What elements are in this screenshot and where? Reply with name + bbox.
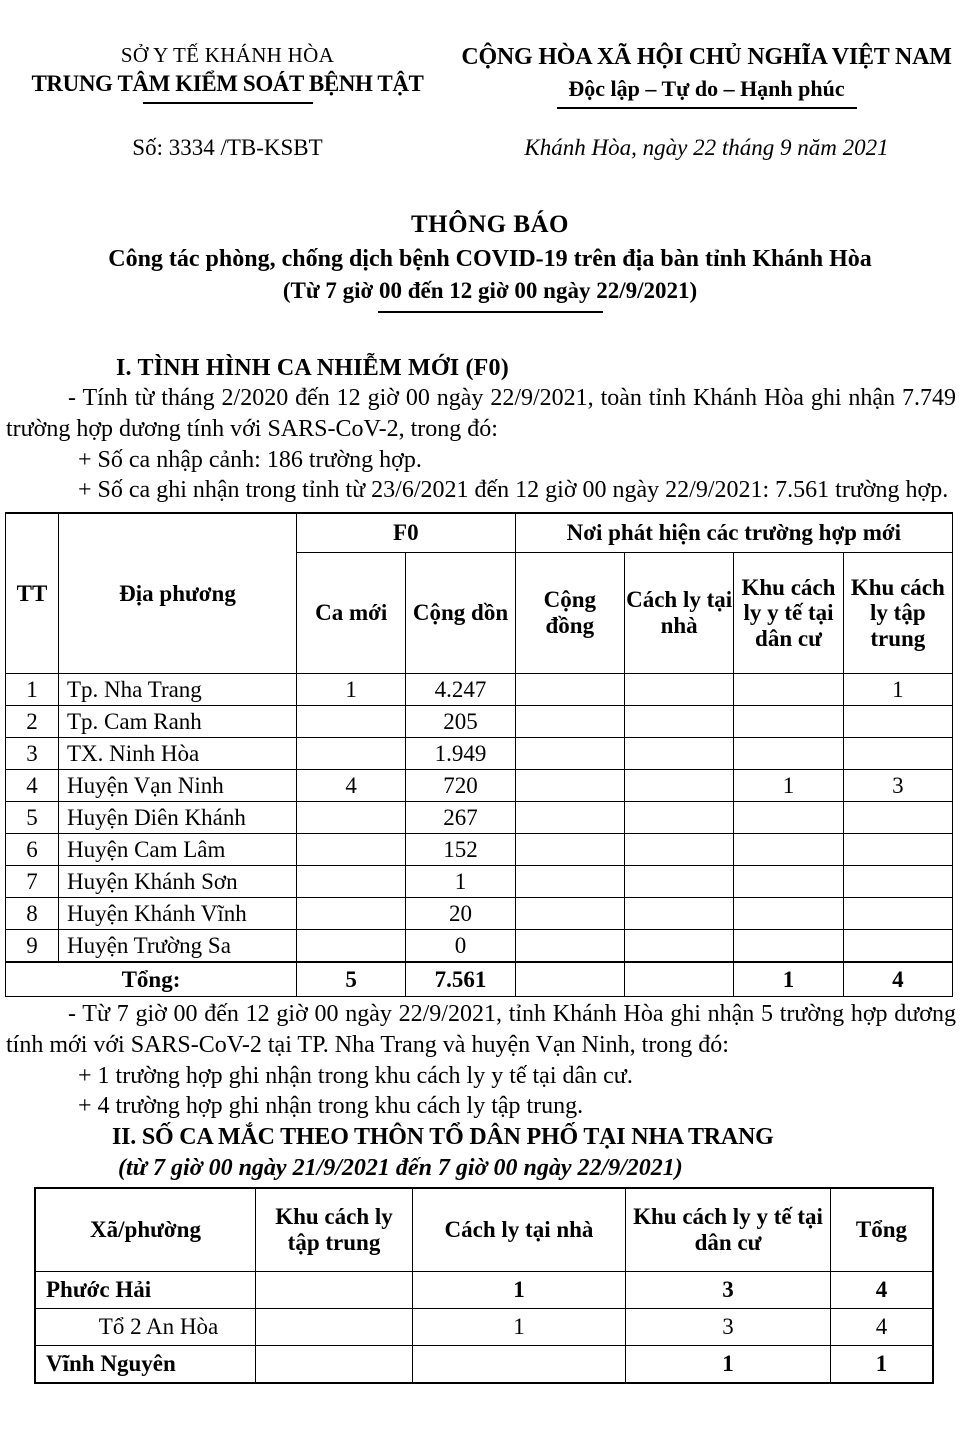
cell-new-cases: 1 <box>297 674 406 706</box>
cell-new-cases: 4 <box>297 770 406 802</box>
cell2-total: 4 <box>831 1309 934 1346</box>
cell-home <box>624 738 733 770</box>
header2-home-quarantine: Cách ly tại nhà <box>413 1188 626 1272</box>
cell-home <box>624 930 733 963</box>
table-row <box>6 898 953 930</box>
cell-medical <box>734 706 843 738</box>
cell-home <box>624 834 733 866</box>
cell-medical <box>734 866 843 898</box>
cell-home <box>624 674 733 706</box>
header-community: Cộng đồng <box>515 553 624 674</box>
cell-tt: 5 <box>6 802 59 834</box>
cell-locality: Tp. Nha Trang <box>59 674 297 706</box>
cell2-central <box>256 1272 413 1309</box>
title-divider <box>378 311 603 313</box>
cell-cumulative: 205 <box>406 706 515 738</box>
section-1-paragraph-1: - Tính từ tháng 2/2020 đến 12 giờ 00 ngày 22/9/2021, toàn tỉnh Khánh Hòa ghi nhận 7.749 trường hợp dương tính với SARS-CoV-2, trong đó: <box>6 385 956 442</box>
cell-medical <box>734 674 843 706</box>
cell-locality: Huyện Khánh Sơn <box>59 866 297 898</box>
section-1-bullet-2: + Số ca ghi nhận trong tỉnh từ 23/6/2021 đến 12 giờ 00 ngày 22/9/2021: 7.561 trường hợp. <box>78 477 949 504</box>
letterhead-divider-left <box>143 102 313 104</box>
header-central-zone: Khu cách ly tập trung <box>843 553 952 674</box>
cell-medical <box>734 802 843 834</box>
center-name: TRUNG TÂM KIỂM SOÁT BỆNH TẬT <box>31 71 424 97</box>
cell2-medical: 1 <box>626 1346 831 1384</box>
cell-new-cases <box>297 866 406 898</box>
cell-tt: 4 <box>6 770 59 802</box>
cell-cumulative: 1 <box>406 866 515 898</box>
cell2-ward: Phước Hải <box>35 1272 256 1309</box>
title-subject: Công tác phòng, chống dịch bệnh COVID-19 trên địa bàn tỉnh Khánh Hòa <box>108 246 872 273</box>
document-reference-line <box>0 135 980 161</box>
total-home <box>624 962 733 997</box>
cell-home <box>624 706 733 738</box>
document-number: Số: 3334 /TB-KSBT <box>132 134 323 160</box>
country-name: CỘNG HÒA XÃ HỘI CHỦ NGHĨA VIỆT NAM <box>461 44 952 70</box>
total-cumulative: 7.561 <box>406 962 515 997</box>
cell-tt: 9 <box>6 930 59 963</box>
total-medical: 1 <box>734 962 843 997</box>
cell-cumulative: 0 <box>406 930 515 963</box>
cell-cumulative: 152 <box>406 834 515 866</box>
cell-new-cases <box>297 834 406 866</box>
cell-locality: Tp. Cam Ranh <box>59 706 297 738</box>
cell-tt: 8 <box>6 898 59 930</box>
header-locality: Địa phương <box>59 513 297 674</box>
cell-tt: 1 <box>6 674 59 706</box>
cell-cumulative: 4.247 <box>406 674 515 706</box>
table2-row <box>35 1346 933 1384</box>
cell-new-cases <box>297 930 406 963</box>
cell-community <box>515 706 624 738</box>
total-central: 4 <box>843 962 952 997</box>
cell-central <box>843 866 952 898</box>
table-row <box>6 834 953 866</box>
department-name: SỞ Y TẾ KHÁNH HÒA <box>120 43 335 67</box>
cell-tt: 7 <box>6 866 59 898</box>
cell-tt: 2 <box>6 706 59 738</box>
cell-new-cases <box>297 802 406 834</box>
cell-community <box>515 898 624 930</box>
cell2-medical: 3 <box>626 1272 831 1309</box>
cell-new-cases <box>297 898 406 930</box>
table-row <box>6 770 953 802</box>
cell2-ward: Tổ 2 An Hòa <box>35 1309 256 1346</box>
cell-central <box>843 898 952 930</box>
cell-medical <box>734 898 843 930</box>
national-heading-block <box>455 42 980 109</box>
cell2-medical: 3 <box>626 1309 831 1346</box>
cell-community <box>515 738 624 770</box>
header-new-cases: Ca mới <box>297 553 406 674</box>
cell-medical <box>734 738 843 770</box>
cell-locality: Huyện Khánh Vĩnh <box>59 898 297 930</box>
document-title-block <box>0 209 980 313</box>
section-1-bullet-1: + Số ca nhập cảnh: 186 trường hợp. <box>78 446 422 473</box>
table-row <box>6 674 953 706</box>
header2-ward: Xã/phường <box>35 1188 256 1272</box>
table-row <box>6 738 953 770</box>
cell-locality: Huyện Cam Lâm <box>59 834 297 866</box>
table-row <box>6 706 953 738</box>
header2-central-zone: Khu cách ly tập trung <box>256 1188 413 1272</box>
cell-locality: Huyện Vạn Ninh <box>59 770 297 802</box>
cell-new-cases <box>297 738 406 770</box>
cell-central <box>843 930 952 963</box>
section-2-heading: II. SỐ CA MẮC THEO THÔN TỔ DÂN PHỐ TẠI NHA TRANG <box>112 1124 774 1150</box>
header-medical-zone: Khu cách ly y tế tại dân cư <box>734 553 843 674</box>
table-header-row-1 <box>6 513 953 553</box>
ward-case-table <box>34 1187 934 1384</box>
cell-community <box>515 834 624 866</box>
letterhead <box>0 0 980 109</box>
cell-home <box>624 802 733 834</box>
place-and-date: Khánh Hòa, ngày 22 tháng 9 năm 2021 <box>524 134 889 160</box>
cell-tt: 3 <box>6 738 59 770</box>
cell-central <box>843 802 952 834</box>
table-row <box>6 866 953 898</box>
table2-row <box>35 1309 933 1346</box>
total-new-cases: 5 <box>297 962 406 997</box>
cell2-ward: Vĩnh Nguyên <box>35 1346 256 1384</box>
cell-central <box>843 738 952 770</box>
cell-locality: Huyện Diên Khánh <box>59 802 297 834</box>
section-1-bullet-4: + 4 trường hợp ghi nhận trong khu cách ly tập trung. <box>78 1093 584 1120</box>
header2-medical-zone: Khu cách ly y tế tại dân cư <box>626 1188 831 1272</box>
header2-total: Tổng <box>831 1188 934 1272</box>
table-row <box>6 930 953 963</box>
cell-community <box>515 930 624 963</box>
section-1-paragraph-2: - Từ 7 giờ 00 đến 12 giờ 00 ngày 22/9/2021, tỉnh Khánh Hòa ghi nhận 5 trường hợp dương tính mới với SARS-CoV-2 tại TP. Nha Trang và huyện Vạn Ninh, trong đó: <box>6 1001 956 1058</box>
cell-cumulative: 720 <box>406 770 515 802</box>
cell2-home: 1 <box>413 1272 626 1309</box>
title-period: (Từ 7 giờ 00 đến 12 giờ 00 ngày 22/9/2021) <box>282 278 698 304</box>
table-total-row <box>6 962 953 997</box>
header-cumulative: Cộng dồn <box>406 553 515 674</box>
cell-central: 3 <box>843 770 952 802</box>
cell-cumulative: 20 <box>406 898 515 930</box>
cell-home <box>624 866 733 898</box>
cell2-central <box>256 1346 413 1384</box>
total-community <box>515 962 624 997</box>
cell-home <box>624 770 733 802</box>
cell2-total: 1 <box>831 1346 934 1384</box>
section-1-block <box>0 353 980 507</box>
locality-case-table <box>5 512 953 997</box>
cell2-home: 1 <box>413 1309 626 1346</box>
cell-locality: Huyện Trường Sa <box>59 930 297 963</box>
table2-row <box>35 1272 933 1309</box>
issuing-organization-block <box>0 42 455 109</box>
national-motto: Độc lập – Tự do – Hạnh phúc <box>568 76 845 101</box>
cell2-total: 4 <box>831 1272 934 1309</box>
cell-medical <box>734 930 843 963</box>
cell2-central <box>256 1309 413 1346</box>
cell-central: 1 <box>843 674 952 706</box>
section-1-continued-block <box>0 999 980 1183</box>
table-row <box>6 802 953 834</box>
cell-community <box>515 802 624 834</box>
section-2-subheading: (từ 7 giờ 00 ngày 21/9/2021 đến 7 giờ 00 ngày 22/9/2021) <box>118 1154 683 1181</box>
cell-cumulative: 1.949 <box>406 738 515 770</box>
header-group-detection-place: Nơi phát hiện các trường hợp mới <box>515 513 952 553</box>
cell-new-cases <box>297 706 406 738</box>
page-title: THÔNG BÁO <box>411 210 569 238</box>
table2-header-row <box>35 1188 933 1272</box>
cell-community <box>515 770 624 802</box>
cell-locality: TX. Ninh Hòa <box>59 738 297 770</box>
cell-community <box>515 674 624 706</box>
letterhead-divider-right <box>557 107 857 109</box>
header-tt: TT <box>6 513 59 674</box>
section-1-heading: I. TÌNH HÌNH CA NHIỄM MỚI (F0) <box>116 354 509 381</box>
total-label: Tổng: <box>6 962 297 997</box>
cell-medical: 1 <box>734 770 843 802</box>
cell-medical <box>734 834 843 866</box>
header-home-quarantine: Cách ly tại nhà <box>624 553 733 674</box>
cell-cumulative: 267 <box>406 802 515 834</box>
section-1-bullet-3: + 1 trường hợp ghi nhận trong khu cách ly y tế tại dân cư. <box>78 1062 633 1089</box>
cell-central <box>843 706 952 738</box>
cell-central <box>843 834 952 866</box>
header-group-f0: F0 <box>297 513 516 553</box>
cell-community <box>515 866 624 898</box>
cell-tt: 6 <box>6 834 59 866</box>
cell2-home <box>413 1346 626 1384</box>
cell-home <box>624 898 733 930</box>
